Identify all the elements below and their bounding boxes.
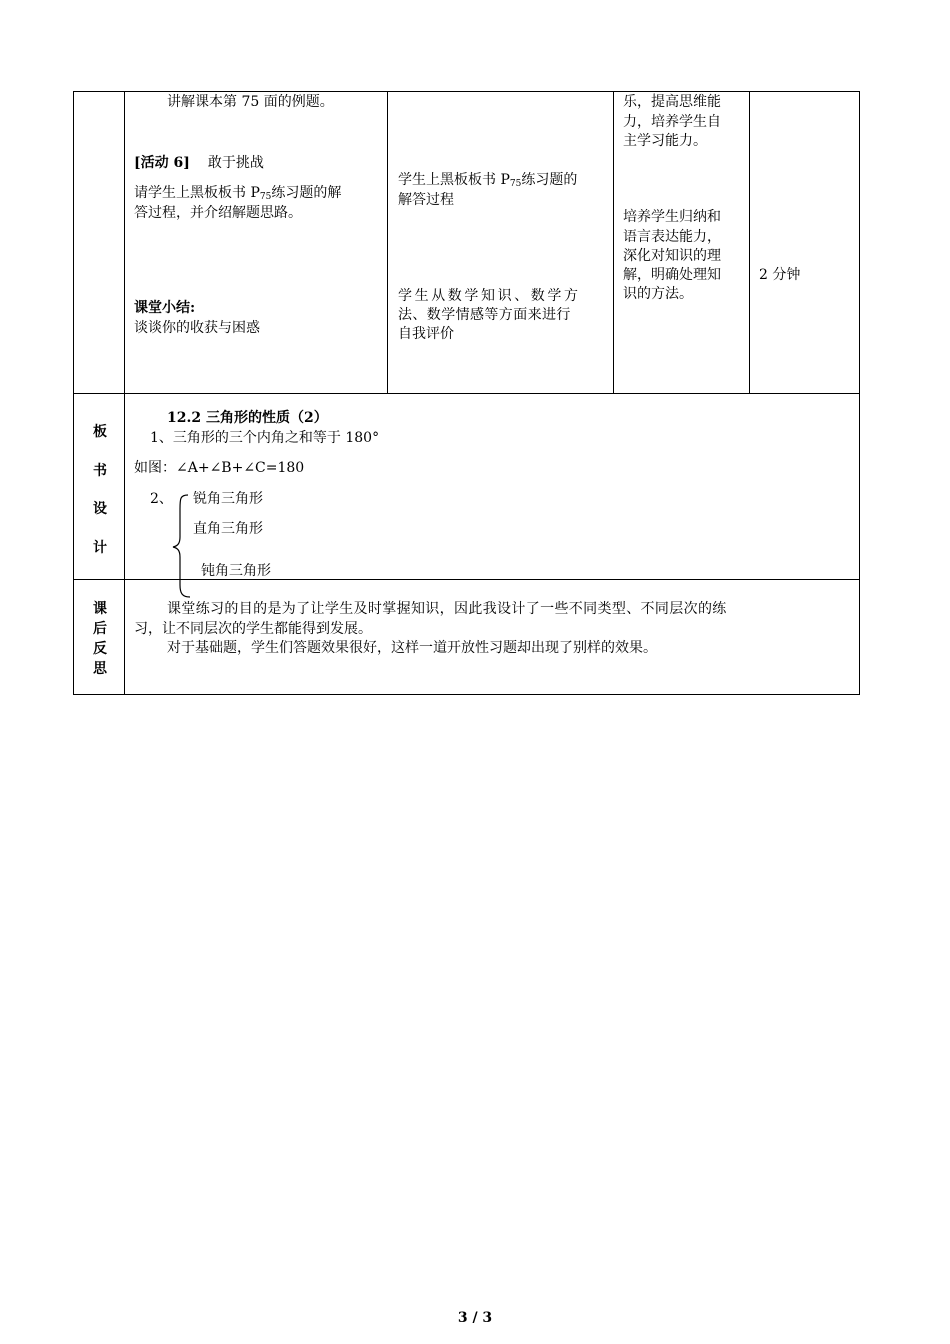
reflection-para1-line2: 习，让不同层次的学生都能得到发展。 xyxy=(134,621,372,637)
intent-b-line3: 深化对知识的理 xyxy=(623,248,721,264)
curly-brace-icon xyxy=(170,491,194,601)
intent-a-line1: 乐，提高思维能 xyxy=(623,94,721,110)
student-activity-a-suffix: 练习题的 xyxy=(521,172,578,188)
intent-b-line1: 培养学生归纳和 xyxy=(623,209,721,225)
summary-title: 课堂小结: xyxy=(134,300,196,316)
triangle-type-obtuse: 钝角三角形 xyxy=(201,563,271,579)
intent-a-line3: 主学习能力。 xyxy=(623,133,707,149)
reflection-label-3: 反 xyxy=(93,641,107,657)
student-activity-a-line2: 解答过程 xyxy=(398,192,454,208)
activity-heading xyxy=(134,154,264,173)
activity-task-sub: 75 xyxy=(259,192,272,202)
example-explanation: 讲解课本第 75 面的例题。 xyxy=(167,94,334,110)
reflection-label-4: 思 xyxy=(93,661,107,677)
activity-task-line2: 答过程，并介绍解题思路。 xyxy=(134,205,302,221)
board-label-4: 计 xyxy=(93,540,107,556)
student-activity-b-line1: 学生从数学知识、数学方 xyxy=(398,288,581,304)
reflection-label-2: 后 xyxy=(93,621,107,637)
board-label-2: 书 xyxy=(93,463,107,479)
table-top-border xyxy=(73,91,860,92)
board-label-1: 板 xyxy=(93,424,107,440)
board-point-1: 1、三角形的三个内角之和等于 180° xyxy=(150,430,380,446)
student-activity-b-line3: 自我评价 xyxy=(398,326,454,342)
intent-a-line2: 力，培养学生自 xyxy=(623,114,721,130)
intent-b-line4: 解，明确处理知 xyxy=(623,267,721,283)
board-label-3: 设 xyxy=(93,501,107,517)
board-point-2-number: 2、 xyxy=(150,491,173,507)
summary-text: 谈谈你的收获与困惑 xyxy=(134,320,260,336)
triangle-type-right: 直角三角形 xyxy=(193,521,263,537)
column-divider-2 xyxy=(387,91,388,394)
reflection-para1-line1: 课堂练习的目的是为了让学生及时掌握知识，因此我设计了一些不同类型、不同层次的练 xyxy=(167,601,727,617)
column-divider-4 xyxy=(749,91,750,394)
time-allocation: 2 分钟 xyxy=(759,267,801,283)
column-divider-3 xyxy=(613,91,614,394)
activity-task-suffix: 练习题的解 xyxy=(271,185,342,201)
reflection-label-1: 课 xyxy=(93,601,107,617)
intent-b-line5: 识的方法。 xyxy=(623,286,693,302)
intent-b-line2: 语言表达能力， xyxy=(623,229,721,245)
activity-title: 敢于挑战 xyxy=(207,155,264,171)
student-activity-a-prefix: 学生上黑板板书 P xyxy=(398,172,510,188)
triangle-type-acute: 锐角三角形 xyxy=(193,491,263,507)
reflection-para2: 对于基础题，学生们答题效果很好，这样一道开放性习题却出现了别样的效果。 xyxy=(167,640,657,656)
table-left-border xyxy=(73,91,74,695)
activity-tag: [活动 6] xyxy=(134,155,190,171)
page-number: 3 / 3 xyxy=(457,1310,493,1326)
table-bottom-border xyxy=(73,694,860,695)
table-right-border xyxy=(859,91,860,695)
board-title: 12.2 三角形的性质（2） xyxy=(167,410,328,426)
student-activity-b-line2: 法、数学情感等方面来进行 xyxy=(398,307,571,323)
row-divider-1 xyxy=(73,393,860,394)
student-activity-a-sub: 75 xyxy=(509,179,522,189)
activity-task-prefix: 请学生上黑板板书 P xyxy=(134,185,260,201)
board-figure: 如图：∠A+∠B+∠C=180 xyxy=(134,460,305,476)
